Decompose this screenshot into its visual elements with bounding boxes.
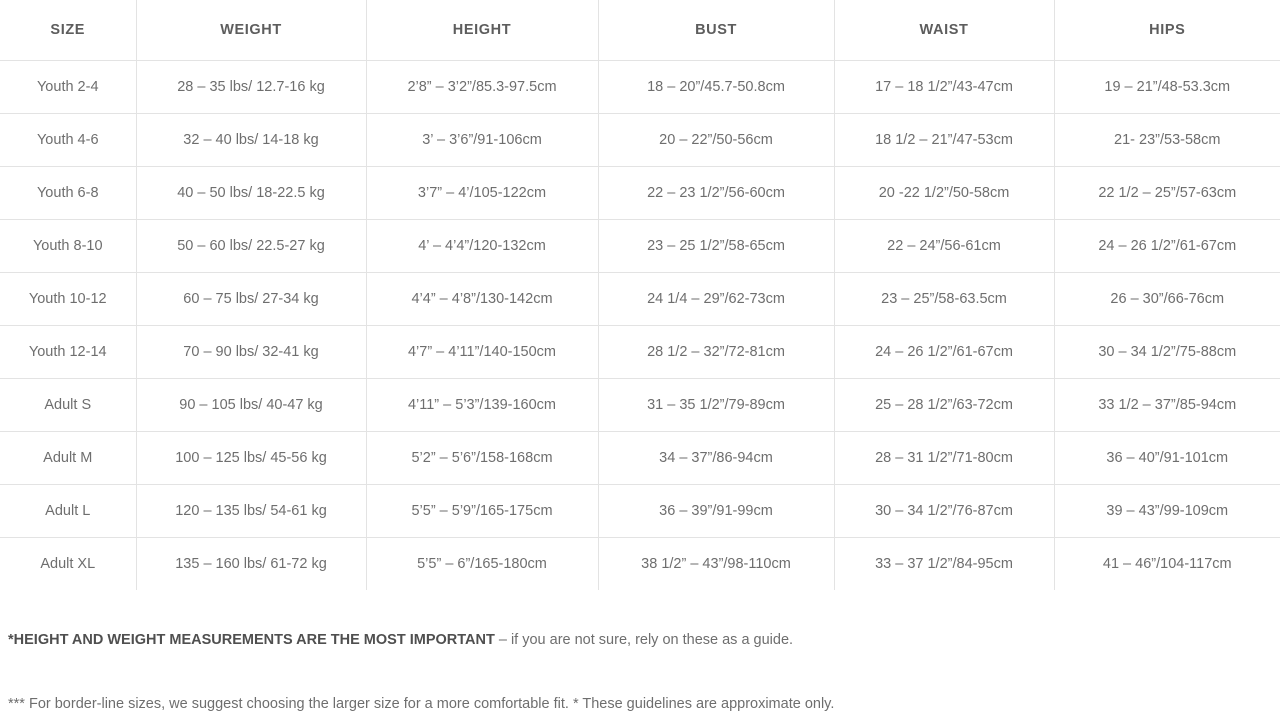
- cell-bust: 31 – 35 1/2”/79-89cm: [598, 379, 834, 432]
- cell-hips: 22 1/2 – 25”/57-63cm: [1054, 167, 1280, 220]
- cell-height: 5’5” – 5’9”/165-175cm: [366, 485, 598, 538]
- table-row: [0, 538, 1280, 591]
- table-row: [0, 326, 1280, 379]
- note-height-weight-emphasis: *HEIGHT AND WEIGHT MEASUREMENTS ARE THE MOST IMPORTANT: [8, 632, 495, 648]
- cell-size: Adult S: [0, 379, 136, 432]
- cell-weight: 90 – 105 lbs/ 40-47 kg: [136, 379, 366, 432]
- table-row: [0, 379, 1280, 432]
- table-row: [0, 485, 1280, 538]
- cell-size: Youth 6-8: [0, 167, 136, 220]
- column-header-weight: WEIGHT: [136, 0, 366, 61]
- cell-weight: 28 – 35 lbs/ 12.7-16 kg: [136, 61, 366, 114]
- cell-weight: 135 – 160 lbs/ 61-72 kg: [136, 538, 366, 591]
- table-row: [0, 167, 1280, 220]
- cell-size: Youth 8-10: [0, 220, 136, 273]
- cell-bust: 24 1/4 – 29”/62-73cm: [598, 273, 834, 326]
- cell-bust: 34 – 37”/86-94cm: [598, 432, 834, 485]
- cell-hips: 30 – 34 1/2”/75-88cm: [1054, 326, 1280, 379]
- cell-waist: 20 -22 1/2”/50-58cm: [834, 167, 1054, 220]
- table-row: [0, 432, 1280, 485]
- cell-waist: 25 – 28 1/2”/63-72cm: [834, 379, 1054, 432]
- cell-weight: 50 – 60 lbs/ 22.5-27 kg: [136, 220, 366, 273]
- cell-waist: 22 – 24”/56-61cm: [834, 220, 1054, 273]
- table-row: [0, 61, 1280, 114]
- note-borderline-sizes: *** For border-line sizes, we suggest choosing the larger size for a more comfortable fit. * These guidelines are approximate only.: [8, 695, 835, 712]
- cell-weight: 32 – 40 lbs/ 14-18 kg: [136, 114, 366, 167]
- cell-height: 4’ – 4’4”/120-132cm: [366, 220, 598, 273]
- cell-bust: 23 – 25 1/2”/58-65cm: [598, 220, 834, 273]
- cell-waist: 17 – 18 1/2”/43-47cm: [834, 61, 1054, 114]
- cell-height: 2’8” – 3’2”/85.3-97.5cm: [366, 61, 598, 114]
- cell-size: Adult L: [0, 485, 136, 538]
- cell-hips: 36 – 40”/91-101cm: [1054, 432, 1280, 485]
- cell-height: 3’7” – 4’/105-122cm: [366, 167, 598, 220]
- cell-waist: 30 – 34 1/2”/76-87cm: [834, 485, 1054, 538]
- cell-size: Adult XL: [0, 538, 136, 591]
- cell-height: 5’2” – 5’6”/158-168cm: [366, 432, 598, 485]
- column-header-hips: HIPS: [1054, 0, 1280, 61]
- cell-height: 3’ – 3’6”/91-106cm: [366, 114, 598, 167]
- cell-waist: 18 1/2 – 21”/47-53cm: [834, 114, 1054, 167]
- column-header-bust: BUST: [598, 0, 834, 61]
- cell-weight: 70 – 90 lbs/ 32-41 kg: [136, 326, 366, 379]
- cell-weight: 100 – 125 lbs/ 45-56 kg: [136, 432, 366, 485]
- cell-height: 5’5” – 6”/165-180cm: [366, 538, 598, 591]
- column-header-height: HEIGHT: [366, 0, 598, 61]
- cell-hips: 41 – 46”/104-117cm: [1054, 538, 1280, 591]
- table-body: [0, 61, 1280, 591]
- cell-height: 4’11” – 5’3”/139-160cm: [366, 379, 598, 432]
- cell-bust: 20 – 22”/50-56cm: [598, 114, 834, 167]
- cell-bust: 38 1/2” – 43”/98-110cm: [598, 538, 834, 591]
- table-header: [0, 0, 1280, 61]
- cell-weight: 60 – 75 lbs/ 27-34 kg: [136, 273, 366, 326]
- cell-bust: 36 – 39”/91-99cm: [598, 485, 834, 538]
- cell-height: 4’7” – 4’11”/140-150cm: [366, 326, 598, 379]
- note-height-weight: [8, 630, 1272, 652]
- cell-hips: 26 – 30”/66-76cm: [1054, 273, 1280, 326]
- cell-bust: 18 – 20”/45.7-50.8cm: [598, 61, 834, 114]
- cell-hips: 21- 23”/53-58cm: [1054, 114, 1280, 167]
- table-row: [0, 114, 1280, 167]
- cell-hips: 39 – 43”/99-109cm: [1054, 485, 1280, 538]
- cell-height: 4’4” – 4’8”/130-142cm: [366, 273, 598, 326]
- cell-hips: 19 – 21”/48-53.3cm: [1054, 61, 1280, 114]
- column-header-waist: WAIST: [834, 0, 1054, 61]
- table-row: [0, 273, 1280, 326]
- cell-hips: 24 – 26 1/2”/61-67cm: [1054, 220, 1280, 273]
- column-header-size: SIZE: [0, 0, 136, 61]
- cell-size: Youth 12-14: [0, 326, 136, 379]
- cell-waist: 28 – 31 1/2”/71-80cm: [834, 432, 1054, 485]
- cell-hips: 33 1/2 – 37”/85-94cm: [1054, 379, 1280, 432]
- cell-waist: 33 – 37 1/2”/84-95cm: [834, 538, 1054, 591]
- cell-waist: 23 – 25”/58-63.5cm: [834, 273, 1054, 326]
- cell-weight: 40 – 50 lbs/ 18-22.5 kg: [136, 167, 366, 220]
- table-row: [0, 220, 1280, 273]
- header-row: [0, 0, 1280, 61]
- cell-bust: 22 – 23 1/2”/56-60cm: [598, 167, 834, 220]
- cell-size: Youth 2-4: [0, 61, 136, 114]
- cell-waist: 24 – 26 1/2”/61-67cm: [834, 326, 1054, 379]
- cell-size: Youth 4-6: [0, 114, 136, 167]
- cell-weight: 120 – 135 lbs/ 54-61 kg: [136, 485, 366, 538]
- cell-size: Adult M: [0, 432, 136, 485]
- cell-size: Youth 10-12: [0, 273, 136, 326]
- notes-section: [0, 630, 1280, 716]
- cell-bust: 28 1/2 – 32”/72-81cm: [598, 326, 834, 379]
- note-height-weight-rest: – if you are not sure, rely on these as a guide.: [494, 632, 794, 648]
